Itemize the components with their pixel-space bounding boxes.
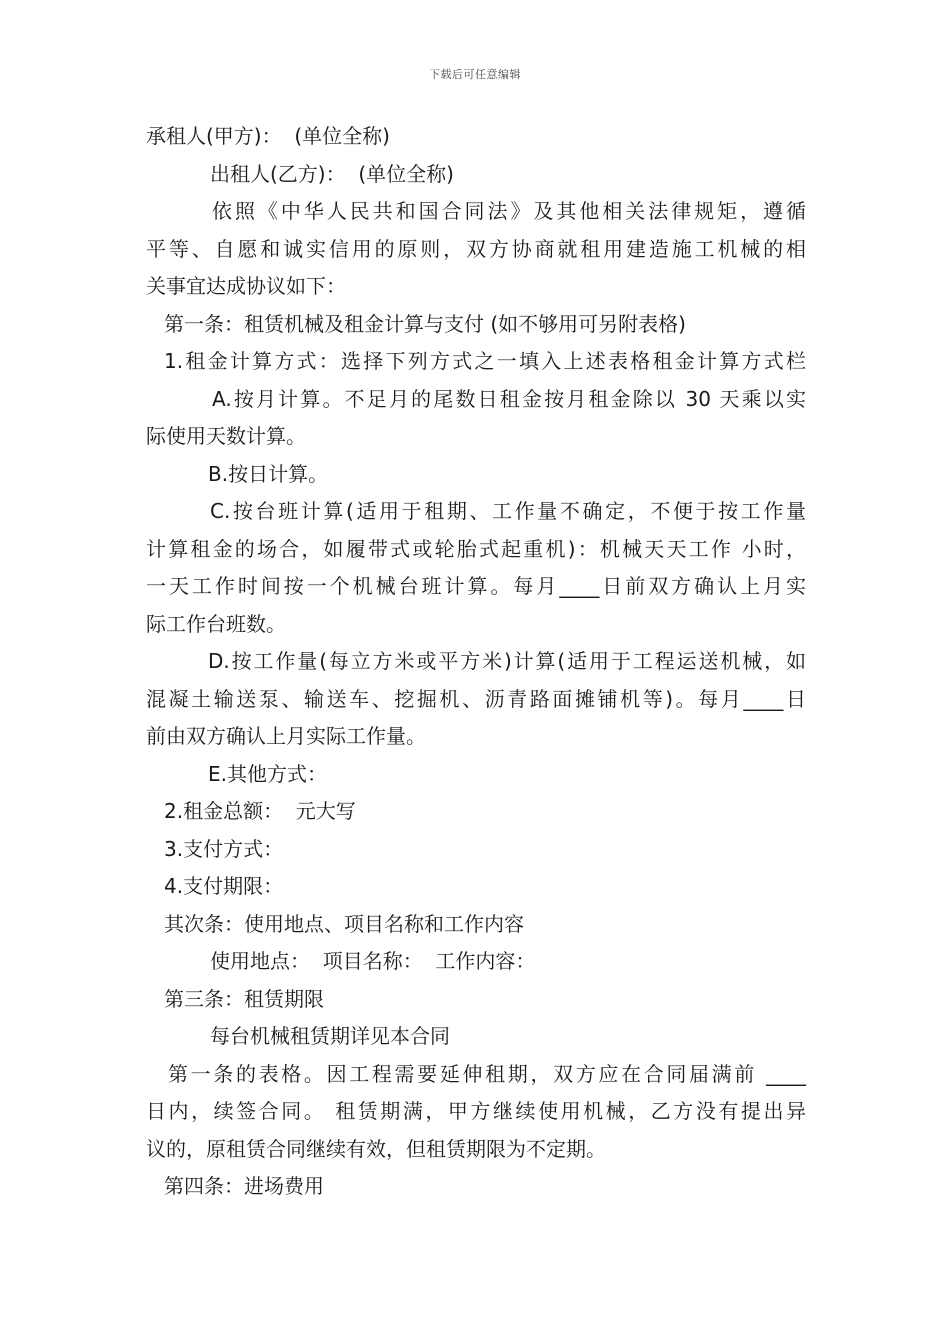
text-line: 3.支付方式： — [164, 836, 284, 861]
text-line: 第一条的表格。因工程需要延伸租期，双方应在合同届满前 ____ — [168, 1061, 806, 1086]
text-line: 际使用天数计算。 — [146, 424, 306, 448]
text-line: 承租人(甲方)： (单位全称) — [146, 124, 390, 148]
text-line: 出租人(乙方)： (单位全称) — [210, 161, 454, 186]
text-line: 每台机械租赁期详见本合同 — [210, 1024, 450, 1048]
text-line: D.按工作量(每立方米或平方米)计算(适用于工程运送机械，如 — [208, 649, 806, 673]
text-line: A.按月计算。不足月的尾数日租金按月租金除以 30 天乘以实 — [212, 386, 806, 411]
contract-body — [146, 118, 806, 1206]
text-line: 第三条：租赁期限 — [164, 986, 324, 1011]
text-line: 4.支付期限： — [164, 874, 284, 898]
text-line: 计算租金的场合，如履带式或轮胎式起重机)：机械天天工作 小时， — [146, 536, 806, 561]
text-line: 混凝土输送泵、输送车、挖掘机、沥青路面摊铺机等)。每月____日 — [146, 686, 806, 711]
text-line: E.其他方式： — [208, 761, 327, 786]
text-line: 一天工作时间按一个机械台班计算。每月____日前双方确认上月实 — [146, 574, 806, 598]
text-line: 关事宜达成协议如下： — [146, 274, 346, 298]
text-line: 议的，原租赁合同继续有效，但租赁期限为不定期。 — [146, 1136, 606, 1161]
text-line: 日内，续签合同。 租赁期满，甲方继续使用机械，乙方没有提出异 — [146, 1099, 806, 1123]
text-line: 2.租金总额： 元大写 — [164, 799, 356, 823]
text-line: 第一条：租赁机械及租金计算与支付 (如不够用可另附表格) — [164, 311, 686, 336]
text-line: 前由双方确认上月实际工作量。 — [146, 724, 426, 748]
text-line: 使用地点： 项目名称： 工作内容： — [210, 949, 536, 973]
text-line: 平等、自愿和诚实信用的原则，双方协商就租用建造施工机械的相 — [146, 236, 806, 261]
text-line: 其次条：使用地点、项目名称和工作内容 — [164, 911, 524, 936]
text-line: 依照《中华人民共和国合同法》及其他相关法律规矩，遵循 — [212, 199, 806, 223]
text-line: 第四条：进场费用 — [164, 1174, 324, 1198]
text-line: 1.租金计算方式：选择下列方式之一填入上述表格租金计算方式栏 — [164, 349, 806, 373]
text-line: C.按台班计算(适用于租期、工作量不确定，不便于按工作量 — [210, 499, 806, 523]
text-line: 际工作台班数。 — [146, 611, 286, 636]
page-header: 下载后可任意编辑 — [429, 68, 521, 81]
text-line: B.按日计算。 — [208, 461, 329, 486]
